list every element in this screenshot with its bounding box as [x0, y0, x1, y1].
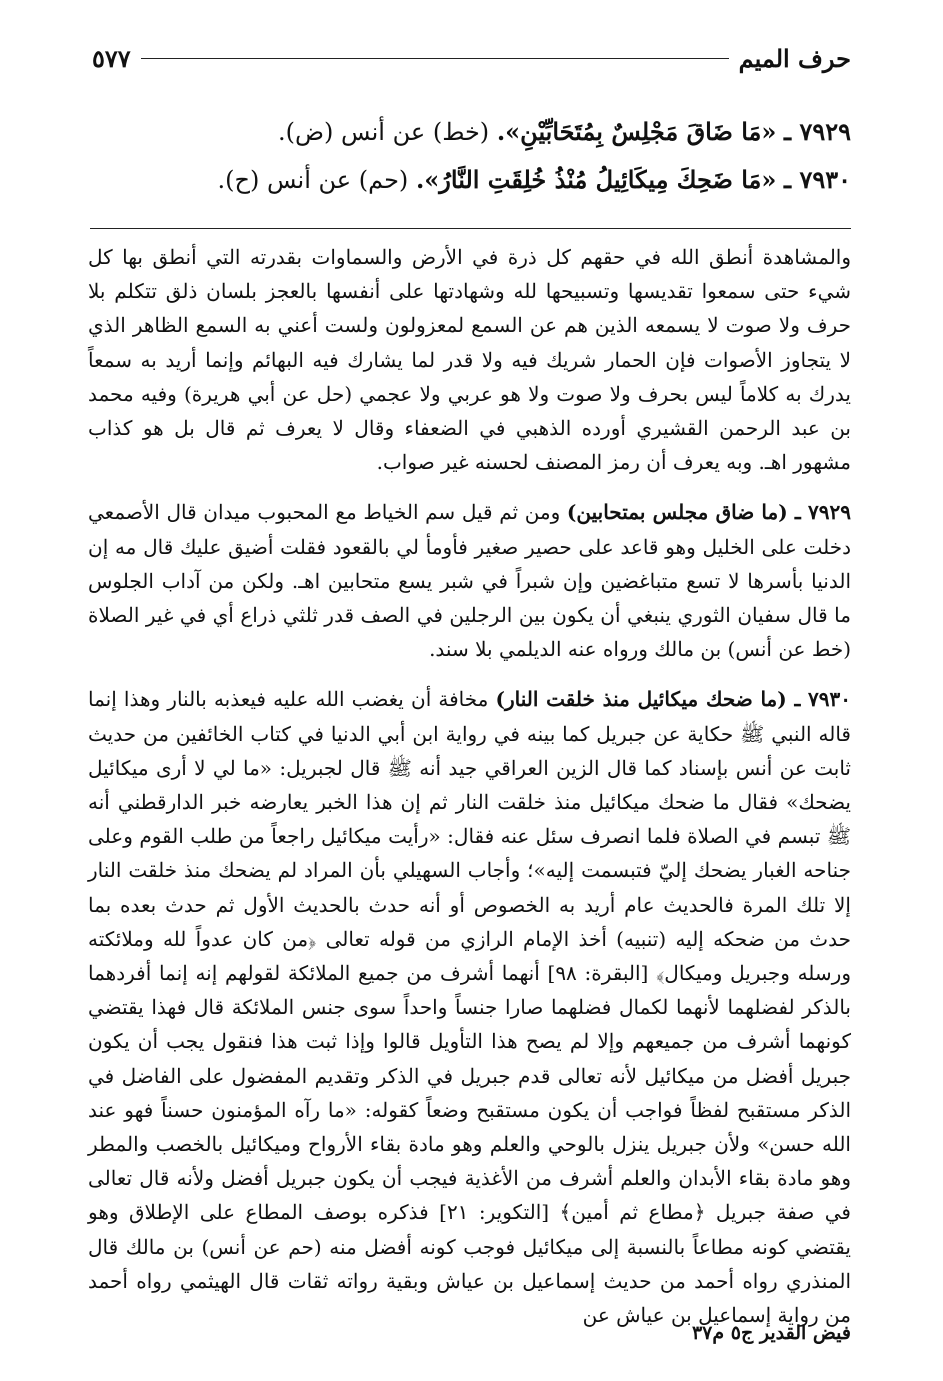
paragraph-text: مخافة أن يغضب الله عليه فيعذبه بالنار وهذا إنما قاله النبي ﷺ حكاية عن جبريل كما بينه في رواية ابن أبي الدنيا في كتاب الخائفين من حديث ثابت عن أنس بإسناد كما قال الزين العراقي جيد أنه ﷺ قال لجبريل: «ما لي لا أرى ميكائيل يضحك» فقال ما ضحك ميكائيل منذ خلقت النار ثم إن هذا الخبر يعارضه خبر الدارقطني أنه ﷺ تبسم في الصلاة فلما انصرف سئل عنه فقال: «رأيت ميكائيل راجعاً من طلب القوم وعلى جناحه الغبار يضحك إليّ فتبسمت إليه»؛ وأجاب السهيلي بأن المراد لم يضحك منذ خلقت النار إلا تلك المرة فالحديث عام أريد به الخصوص أو أنه حدث بالحديث الأول ثم حدث بعده بما حدث من ضحكه إليه (تنبيه) أخذ الإمام الرازي من قوله تعالى ﴿من كان عدواً لله وملائكته ورسله وجبريل وميكال﴾ [البقرة: ٩٨] أنهما أشرف من جميع الملائكة لقولهم إنه إنما أفردهما بالذكر لفضلهما لأنهما لكمال فضلهما صارا جنساً واحداً سوى جنس الملائكة قال فهذا يقتضي كونهما أشرف من جميعهم وإلا لم يصح هذا التأويل قالوا وإذا ثبت هذا فنقول يجب أن يكون جبريل أفضل من ميكائيل لأنه تعالى قدم جبريل في الذكر وتقديم المفضول على الفاضل في الذكر مستقبح لفظاً فواجب أن يكون مستقبح وضعاً كقوله: «ما رآه المؤمنون حسناً فهو عند الله حسن» ولأن جبريل ينزل بالوحي والعلم وهو مادة بقاء الأرواح وميكائيل بالخصب والمطر وهو مادة بقاء الأبدان والعلم أشرف من الأغذية فيجب أن يكون جبريل أفضل ولأنه قال تعالى في صفة جبريل ﴿مطاع ثم أمين﴾ [التكوير: ٢١] فذكره بوصف المطاع على الإطلاق وهو يقتضي كونه مطاعاً بالنسبة إلى ميكائيل فوجب كونه أفضل منه (حم عن أنس) بن مالك قال المنذري رواه أحمد من حديث إسماعيل بن عياش وبقية رواته ثقات قال الهيثمي رواه أحمد من رواية إسماعيل بن عياش عن — [88, 687, 851, 1328]
commentary-paragraph — [88, 495, 851, 666]
commentary-separator — [90, 228, 851, 229]
chapter-title: حرف الميم — [738, 43, 851, 73]
hadith-entry — [100, 156, 851, 204]
hadith-source: (خط) عن أنس (ض). — [278, 118, 490, 146]
commentary-paragraph — [88, 682, 851, 1332]
hadith-text: «مَا ضَاقَ مَجْلِسٌ بِمُتَحَابِّيْنِ». — [496, 117, 777, 146]
paragraph-lead: ٧٩٣٠ ـ (ما ضحك ميكائيل منذ خلقت النار) — [495, 687, 852, 712]
hadith-source: (حم) عن أنس (ح). — [217, 166, 409, 194]
commentary-paragraph — [88, 240, 851, 479]
header-rule — [141, 58, 729, 59]
paragraph-text: ومن ثم قيل سم الخياط مع المحبوب ميدان قال الأصمعي دخلت على الخليل وهو قاعد على حصير صغير فأومأ لي بالقعود فقلت أضيق عليك قال مه إن الدنيا بأسرها لا تسع متباغضين وإن شبراً في شبر يسع متحابين اهـ. ولكن من آداب الجلوس ما قال سفيان الثوري ينبغي أن يكون بين الرجلين في الصف قدر ثلثي ذراع أي في غير الصلاة (خط عن أنس) بن مالك ورواه عنه الديلمي بلا سند. — [88, 500, 851, 662]
hadith-entry — [100, 108, 851, 156]
hadith-list — [100, 108, 851, 204]
paragraph-lead: ٧٩٢٩ ـ (ما ضاق مجلس بمتحابين) — [566, 500, 851, 525]
page-number: ٥٧٧ — [92, 43, 131, 73]
running-header — [92, 38, 851, 78]
commentary — [88, 240, 851, 1348]
hadith-number: ٧٩٣٠ ـ — [784, 165, 851, 194]
hadith-text: «مَا ضَحِكَ مِيكَائِيلُ مُنْذُ خُلِقَتِ النَّارُ». — [415, 165, 777, 194]
hadith-number: ٧٩٢٩ ـ — [784, 117, 851, 146]
paragraph-text: والمشاهدة أنطق الله في حقهم كل ذرة في الأرض والسماوات بقدرته التي أنطق بها كل شيء حتى سمعوا تقديسها وتسبيحها لله وشهادتها على أنفسها بالعجز بلسان ذلق تتكلم بلا حرف ولا صوت لا يسمعه الذين هم عن السمع لمعزولون ولست أعني به السمع الظاهر الذي لا يتجاوز الأصوات فإن الحمار شريك فيه ولا قدر لما يشارك فيه البهائم وإنما أريد به سمعاً يدرك به كلاماً ليس بحرف ولا صوت ولا هو عربي ولا عجمي (حل عن أبي هريرة) وفيه محمد بن عبد الرحمن القشيري أورده الذهبي في الضعفاء وقال لا يعرف ثم قال بل هو كذاب مشهور اهـ. وبه يعرف أن رمز المصنف لحسنه غير صواب. — [88, 245, 851, 475]
signature-mark: فيض القدير ج٥ م٣٧ — [691, 1322, 851, 1344]
